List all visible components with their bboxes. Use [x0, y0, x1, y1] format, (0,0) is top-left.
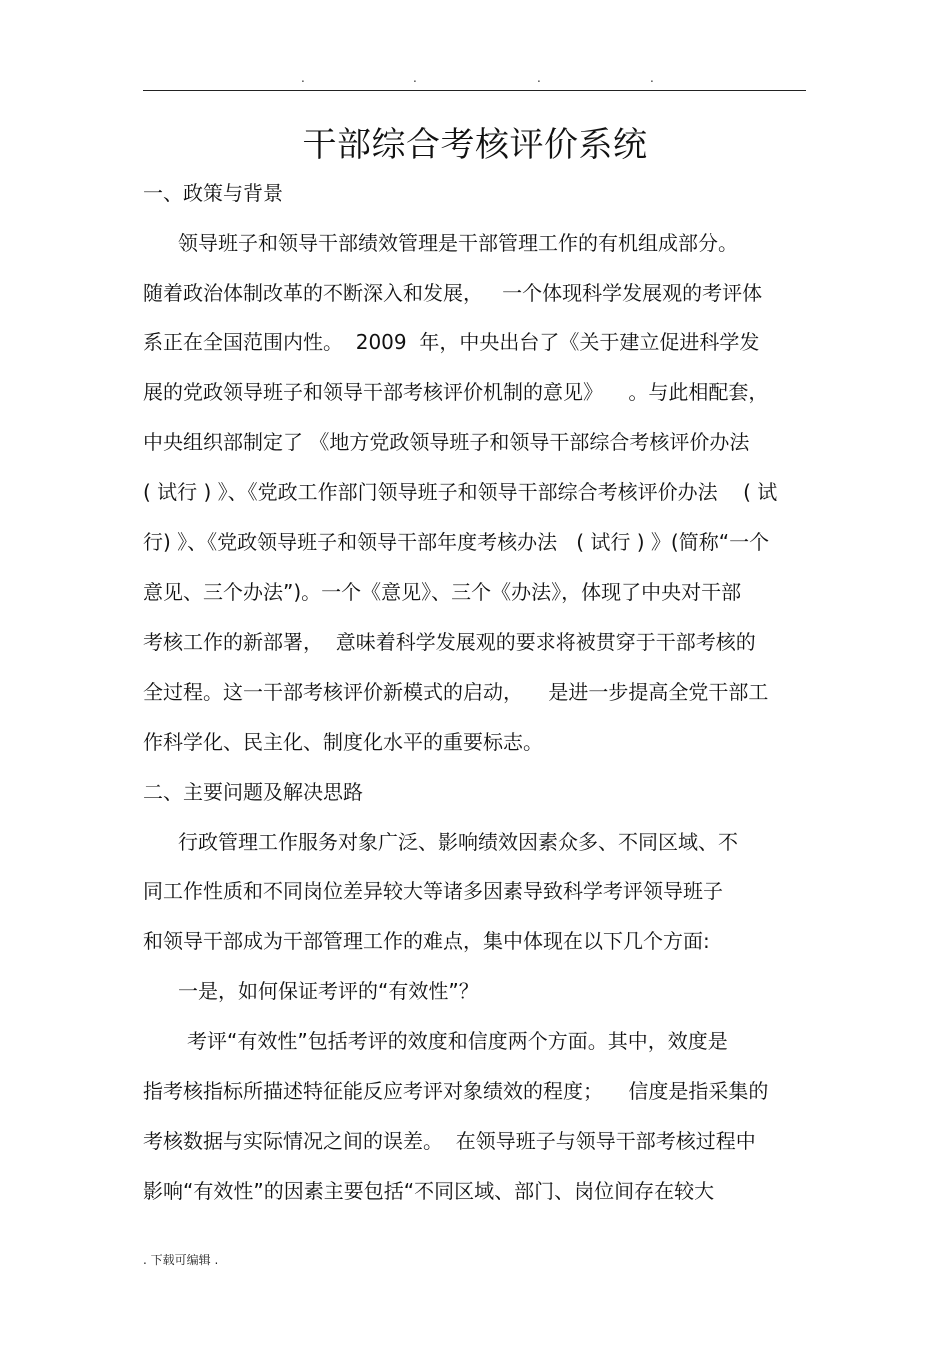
header-dot: .: [650, 71, 654, 85]
paragraph-line: 行政管理工作服务对象广泛、影响绩效因素众多、不同区域、不: [178, 830, 738, 854]
paragraph-line: 同工作性质和不同岗位差异较大等诸多因素导致科学考评领导班子: [143, 879, 723, 903]
header-dot: .: [413, 71, 417, 85]
paragraph-line: 随着政治体制改革的不断深入和发展， 一个体现科学发展观的考评体: [143, 281, 763, 305]
document-title: 干部综合考核评价系统: [302, 125, 648, 165]
footer-note: . 下载可编辑 .: [143, 1253, 219, 1267]
paragraph-line: 领导班子和领导干部绩效管理是干部管理工作的有机组成部分。: [178, 231, 738, 255]
paragraph-line: 考评“有效性”包括考评的效度和信度两个方面。其中，效度是: [187, 1029, 728, 1053]
paragraph-line: 指考核指标所描述特征能反应考评对象绩效的程度； 信度是指采集的: [143, 1079, 769, 1103]
paragraph-line: 作科学化、民主化、制度化水平的重要标志。: [143, 730, 543, 754]
paragraph-line: 和领导干部成为干部管理工作的难点，集中体现在以下几个方面:: [143, 929, 710, 953]
paragraph-line: 展的党政领导班子和领导干部考核评价机制的意见》 。与此相配套，: [143, 380, 769, 404]
paragraph-line: 考核工作的新部署， 意味着科学发展观的要求将被贯穿于干部考核的: [143, 630, 756, 654]
header-dot: .: [537, 71, 541, 85]
paragraph-line: 影响“有效性”的因素主要包括“不同区域、部门、岗位间存在较大: [143, 1179, 715, 1203]
paragraph-line: 全过程。这一干部考核评价新模式的启动， 是进一步提高全党干部工: [143, 680, 769, 704]
paragraph-line: 系正在全国范围内性。 2009 年，中央出台了《关于建立促进科学发: [143, 330, 760, 354]
header-rule: [143, 90, 806, 91]
paragraph-line: 意见、三个办法”)。一个《意见》、三个《办法》，体现了中央对干部: [143, 580, 742, 604]
section-heading: 一、政策与背景: [143, 181, 283, 205]
paragraph-line: 考核数据与实际情况之间的误差。 在领导班子与领导干部考核过程中: [143, 1129, 756, 1153]
header-dot: .: [301, 71, 305, 85]
paragraph-line: 中央组织部制定了 《地方党政领导班子和领导干部综合考核评价办法: [143, 430, 750, 454]
paragraph-line: ( 试行 ) 》、《党政工作部门领导班子和领导干部综合考核评价办法 ( 试: [143, 480, 778, 504]
header-dots: [143, 72, 806, 86]
paragraph-line: 行) 》、《党政领导班子和领导干部年度考核办法 ( 试行 ) 》(简称“一个: [143, 530, 770, 554]
paragraph-line: 一是，如何保证考评的“有效性”？: [178, 979, 479, 1003]
section-heading: 二、主要问题及解决思路: [143, 780, 363, 804]
